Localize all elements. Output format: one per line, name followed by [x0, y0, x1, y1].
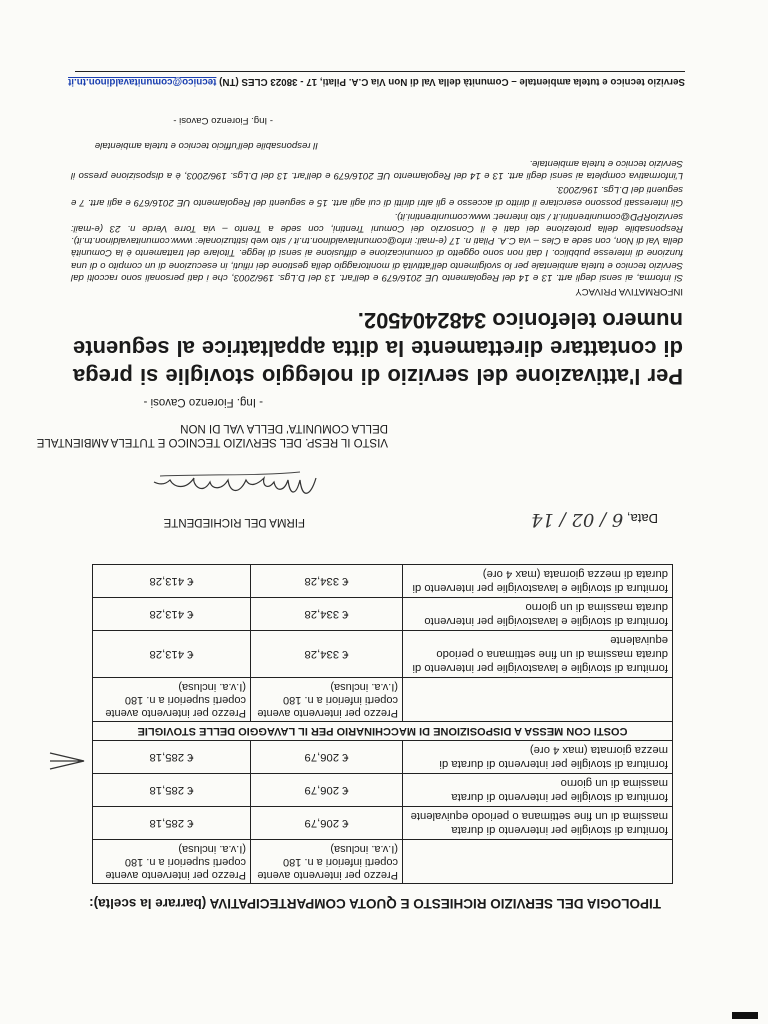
column-header: Prezzo per intervento avente coperti superiori a n. 180 (I.v.a. inclusa) — [92, 678, 250, 722]
responsible-line: Il responsabile dell'ufficio tecnico e tutela ambientale — [94, 140, 318, 151]
table-header-row — [92, 678, 672, 722]
table-title: COSTI CON MESSA A DISPOSIZIONE DI MACCHINARIO PER IL LAVAGGIO DELLE STOVIGLIE — [92, 722, 672, 741]
hand-drawn-arrow-icon — [48, 749, 88, 773]
handwritten-signature — [150, 468, 320, 504]
approver-name: - Ing. Fiorenzo Cavosi - — [143, 396, 263, 408]
contact-notice: Per l'attivazione del servizio di noleggio stoviglie si prega di contattare direttamente la ditta appaltatrice al seguente numero telefonico 3482404502. — [73, 308, 683, 389]
price-cell: € 413,28 — [92, 631, 250, 678]
service-description: fornitura di stoviglie per intervento di durata di mezza giornata (max 4 ore) — [403, 741, 673, 774]
column-header: Prezzo per intervento avente coperti superiori a n. 180 (I.v.a. inclusa) — [93, 840, 251, 884]
date-label: Data, — [626, 511, 658, 526]
privacy-paragraph: Gli interessati possono esercitare il diritto di accesso e gli altri diritti di cui agli artt. 15 e seguenti del Regolamento UE 2016/679 e agli artt. 7 e seguenti del D.Lgs. 196/2003. — [71, 184, 683, 208]
approval-line: DELLA COMUNITA' DELLA VAL DI NON — [180, 422, 388, 434]
table-title-row — [92, 722, 672, 741]
price-cell: € 334,28 — [251, 631, 403, 678]
signature-label: FIRMA DEL RICHIEDENTE — [163, 516, 305, 528]
table-row[interactable] — [92, 631, 672, 678]
price-cell: € 285,18 — [93, 807, 251, 840]
footer-divider — [75, 71, 685, 72]
table-header-empty — [403, 840, 673, 884]
table-row[interactable] — [93, 807, 673, 840]
responsible-name: - Ing. Fiorenzo Cavosi - — [173, 115, 273, 126]
footer-email-link[interactable]: tecnico@comunitavaldinon.tn.it — [68, 76, 217, 87]
price-cell: € 206,79 — [251, 807, 403, 840]
table-row[interactable] — [92, 565, 672, 598]
price-cell: € 206,79 — [251, 741, 403, 774]
column-header: Prezzo per intervento avente coperti inferiori a n. 180 (I.v.a. inclusa) — [251, 840, 403, 884]
privacy-paragraph: L'informativa completa ai sensi degli artt. 13 e 14 del Regolamento UE 2016/679 e dell'art. 13 del D.Lgs. 196/2003, è a disposizione presso il Servizio tecnico e tutela ambientale. — [71, 157, 683, 182]
price-cell: € 206,79 — [251, 774, 403, 807]
price-value: € 285,18 — [149, 751, 194, 763]
footer — [68, 76, 685, 87]
table-header-empty — [403, 678, 673, 722]
table-header-row — [93, 840, 673, 884]
date-value: 6 / 02 / 14 — [531, 509, 624, 530]
service-description: fornitura di stoviglie per intervento di durata massima di un giorno — [403, 774, 673, 807]
form-heading: TIPOLOGIA DEL SERVIZIO RICHIESTO E QUOTA COMPARTECIPATIVA (barrare la scelta): — [89, 896, 661, 911]
service-description: fornitura di stoviglie per intervento di durata massima di un fine settimana o periodo equivalente — [403, 807, 673, 840]
price-cell: € 285,18 — [93, 774, 251, 807]
approval-block — [37, 421, 388, 449]
price-cell-marked — [93, 741, 251, 774]
price-cell: € 334,28 — [251, 565, 403, 598]
dishwasher-price-table — [92, 564, 673, 741]
service-description: fornitura di stoviglie e lavastoviglie per intervento durata massima di un giorno — [403, 598, 673, 631]
price-cell: € 413,28 — [92, 565, 250, 598]
column-header: Prezzo per intervento avente coperti inferiori a n. 180 (I.v.a. inclusa) — [251, 678, 403, 722]
approval-line: VISTO IL RESP. DEL SERVIZIO TECNICO E TUTELA AMBIENTALE — [36, 436, 388, 448]
price-cell: € 334,28 — [251, 598, 403, 631]
service-description: fornitura di stoviglie e lavastoviglie per intervento di durata massima di un fine settimana o periodo equivalente — [403, 631, 673, 678]
tableware-price-table — [92, 740, 673, 884]
footer-address: Servizio tecnico e tutela ambientale – Comunità della Val di Non Via C.A. Pilati, 17 - 38023 CLES (TN) — [219, 76, 685, 87]
service-description: fornitura di stoviglie e lavastoviglie per intervento di durata di mezza giornata (max 4 ore) — [403, 565, 673, 598]
privacy-title: INFORMATIVA PRIVACY — [575, 286, 683, 297]
table-row[interactable] — [92, 598, 672, 631]
privacy-paragraph: Si informa, ai sensi degli artt. 13 e 14 del Regolamento UE 2016/679 e dell'art. 13 del D.Lgs. 196/2003, che i dati personali sono raccolti dal Servizio tecnico e tutela ambientale per lo svolgimento dell'attività di monitoraggio della gestione dei rifiuti, in esecuzione di un compito o di una funzione di interesse pubblico. I dati non sono oggetto di comunicazione e diffusione ai sensi di legge. Titolare del trattamento è la Comunità della Val di Non, con sede a Cles – via C.A. Pilati n. 17 (e-mail: info@comunitavaldinon.tn.it / sito web istituzionale: www.comunitavaldinon.tn.it). Responsabile della protezione dei dati è il Consorzio dei Comuni Trentini, con sede a Trento – via Torre Verde n. 23 (e-mail: servizioRPD@comunitrentini.it / sito internet: www.comunitrentini.it). — [71, 210, 683, 283]
punch-mark — [732, 1012, 758, 1019]
table-row[interactable] — [93, 741, 673, 774]
date-field — [531, 509, 658, 530]
price-cell: € 413,28 — [92, 598, 250, 631]
privacy-notice — [71, 155, 683, 297]
table-row[interactable] — [93, 774, 673, 807]
